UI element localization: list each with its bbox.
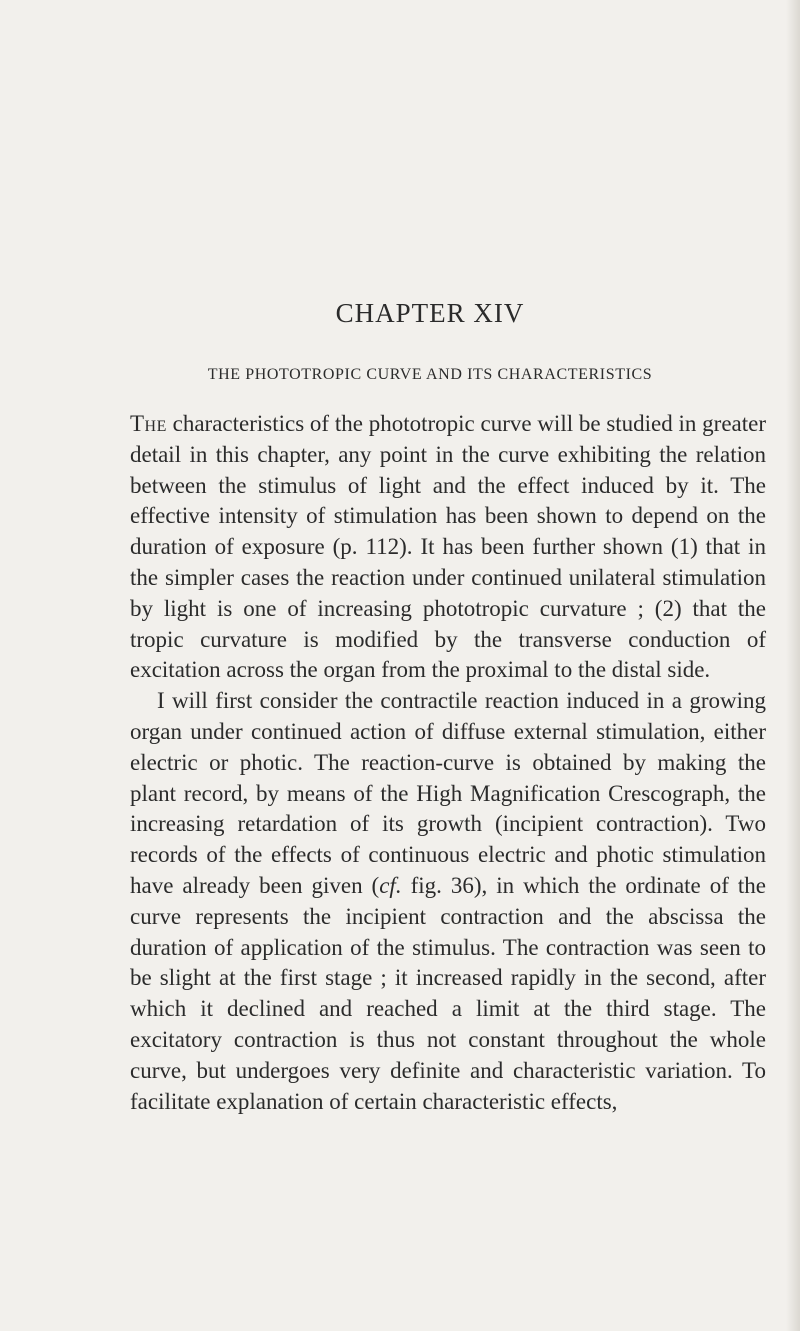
cf-abbreviation: cf. bbox=[379, 872, 402, 898]
page-edge-shadow bbox=[786, 0, 800, 1331]
paragraph-2-text-after: fig. 36), in which the ordinate of the curve represents the incipient contraction and the abscissa the duration of application of the stimulus. The contraction was seen to be slight at the first stage ; it increased rapidly in the second, after which it declined and reached a limit at the third stage. The excitatory contraction is thus not constant throughout the whole curve, but undergoes very definite and characteristic variation. To facilitate explanation of certain characteristic effects, bbox=[130, 872, 766, 1114]
paragraph-2-text-before: I will first consider the contractile reaction induced in a growing organ under continued action of diffuse external stimulation, either electric or photic. The reaction-curve is obtained by making the plant record, by means of the High Magnification Crescograph, the increasing retardation of its growth (incipient contraction). Two records of the effects of continuous electric and photic stimulation have already been given ( bbox=[130, 688, 766, 898]
paragraph-1-text: characteristics of the phototropic curve will be studied in greater detail in this chapter, any point in the curve exhibiting the relation between the stimulus of light and the effect induced by it. The effective intensity of stimulation has been shown to depend on the duration of exposure (p. 112). It has been further shown (1) that in the simpler cases the reaction under continued unilateral stimulation by light is one of increasing phototropic curvature ; (2) that the tropic curvature is modified by the transverse conduction of excitation across the organ from the proximal to the distal side. bbox=[130, 411, 766, 683]
paragraph-1 bbox=[130, 409, 766, 686]
paragraph-2 bbox=[130, 686, 766, 1117]
chapter-title: THE PHOTOTROPIC CURVE AND ITS CHARACTERISTICS bbox=[207, 366, 653, 383]
paragraph-lead-word: The bbox=[130, 411, 167, 436]
body-text bbox=[130, 409, 766, 1117]
chapter-heading: CHAPTER XIV bbox=[335, 298, 525, 328]
